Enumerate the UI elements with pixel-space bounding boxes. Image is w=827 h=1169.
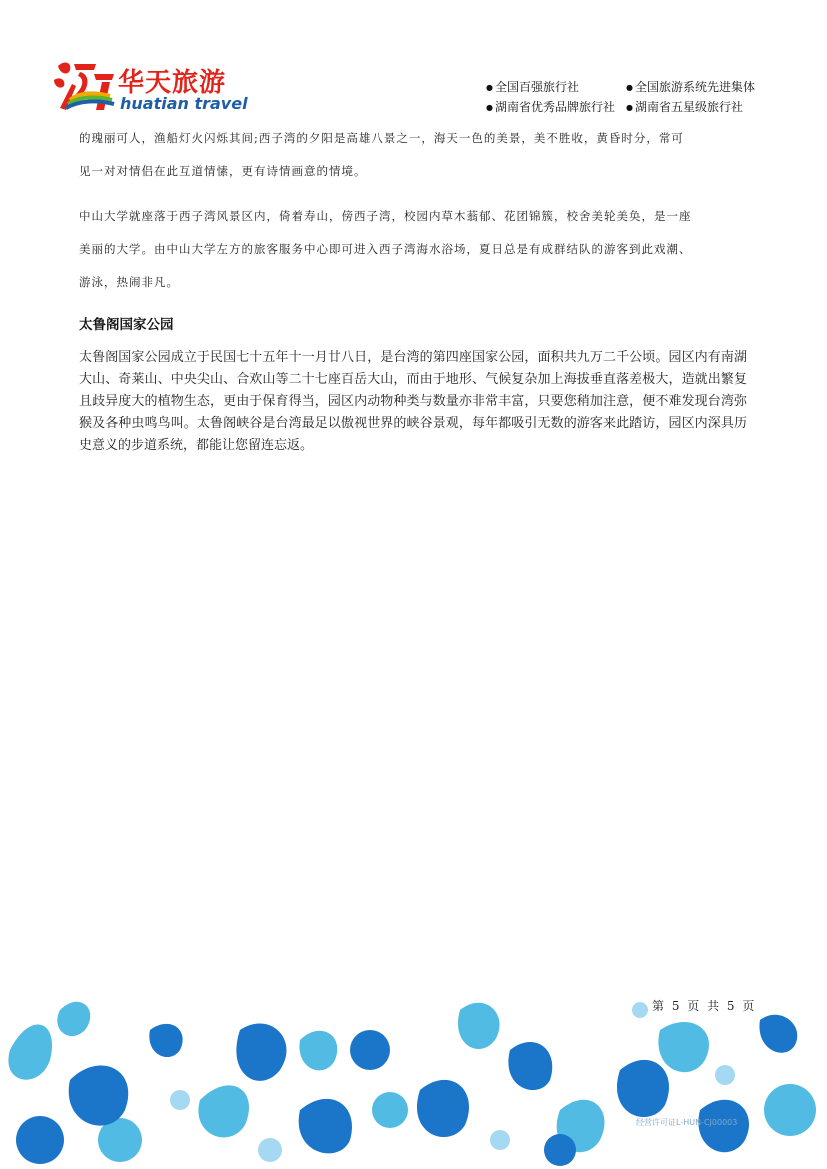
section-heading: 太鲁阁国家公园: [79, 317, 174, 333]
paragraph-xiziwan: [79, 122, 747, 188]
honor-item: ● 湖南省优秀品牌旅行社: [486, 98, 626, 115]
brand-name-cn: 华天旅游: [118, 68, 227, 98]
brand-name-en: huatian travel: [120, 94, 248, 113]
text-line: 的瑰丽可人，渔船灯火闪烁其间;西子湾的夕阳是高雄八景之一，海天一色的美景，美不胜收，黄昏时分，常可: [79, 131, 684, 145]
text-line: 游泳，热闹非凡。: [79, 275, 179, 289]
honor-item: ● 全国旅游系统先进集体: [626, 78, 786, 95]
text-line: 美丽的大学。由中山大学左方的旅客服务中心即可进入西子湾海水浴场，夏日总是有成群结队的游客到此戏潮、: [79, 242, 692, 256]
honors-list: [486, 78, 786, 115]
paragraph-sun-yat-sen-university: [79, 200, 747, 299]
page-header: [0, 0, 827, 120]
honor-item: ● 湖南省五星级旅行社: [626, 98, 786, 115]
honor-item: ● 全国百强旅行社: [486, 78, 626, 95]
text-line: 中山大学就座落于西子湾风景区内，倚着寿山，傍西子湾，校园内草木蓊郁、花团锦簇，校舍美轮美奂，是一座: [79, 209, 692, 223]
text-line: 见一对对情侣在此互道情愫，更有诗情画意的情境。: [79, 164, 367, 178]
document-body: [79, 122, 747, 457]
page-indicator: 第 5 页 共 5 页: [652, 999, 755, 1013]
paragraph-taroko: 太鲁阁国家公园成立于民国七十五年十一月廿八日，是台湾的第四座国家公园，面积共九万二千公顷。园区内有南湖大山、奇莱山、中央尖山、合欢山等二十七座百岳大山，而由于地形、气候复杂加上海拔垂直落差极大，造就出繁复且歧异度大的植物生态，更由于保育得当，园区内动物种类与数量亦非常丰富，只要您稍加注意，便不难发现台湾弥猴及各种虫鸣鸟叫。太鲁阁峡谷是台湾最足以傲视世界的峡谷景观，每年都吸引无数的游客来此踏访，园区内深具历史意义的步道系统，都能让您留连忘返。: [79, 350, 747, 453]
floral-footer-decoration: [0, 990, 827, 1169]
licence-number: 经营许可证L-HUN-CJ00003: [636, 1118, 738, 1127]
